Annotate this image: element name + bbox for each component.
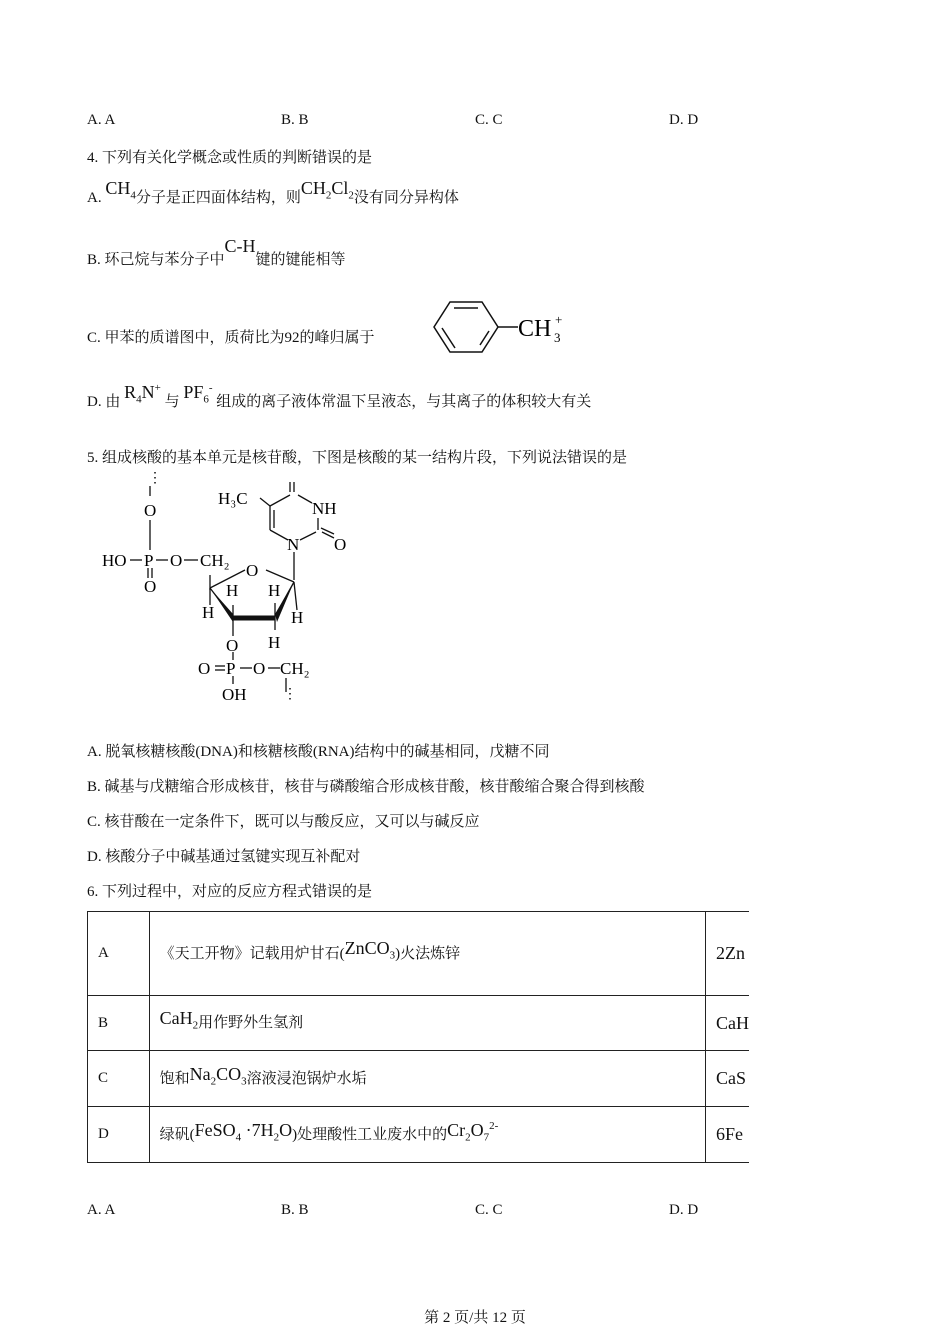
svg-text:O: O (246, 561, 259, 580)
formula-ch2cl2: $CH_2Cl_2$ (300, 178, 354, 202)
svg-text:O: O (198, 659, 211, 678)
q4-option-c[interactable] (87, 326, 375, 347)
svg-text:CH₂: CH₂ (280, 659, 310, 678)
svg-text:H: H (291, 608, 304, 627)
text: D. 由 (87, 394, 121, 410)
formula-pf6: $PF_6^-$ (183, 382, 213, 406)
formula-ch4: $CH_4$ (105, 178, 136, 202)
q6-table (87, 911, 749, 1163)
svg-text:P: P (144, 551, 154, 570)
formula-r4n: $R_4N^+$ (124, 382, 161, 406)
nucleotide-structure (90, 470, 370, 710)
row-equation: CaH (705, 996, 749, 1051)
svg-text:H: H (268, 581, 281, 600)
row-process: 绿矾(FeSO$_4$ $\cdot 7H_2O$)处理酸性工业废水中的$Cr_2O_7^{2-}$ (149, 1107, 705, 1163)
svg-text:O: O (253, 659, 266, 678)
q5-stem: 5. 组成核酸的基本单元是核苷酸，下图是核酸的某一结构片段，下列说法错误的是 (87, 450, 628, 466)
row-equation: 2Zn (705, 912, 749, 996)
q3-option-d[interactable]: D. D (669, 112, 699, 128)
svg-text:HO: HO (102, 551, 127, 570)
row-equation: CaS (705, 1051, 749, 1107)
table-row (88, 912, 750, 996)
row-label: C (88, 1051, 150, 1107)
row-process: 饱和$Na_2CO_3$溶液浸泡锅炉水垢 (149, 1051, 705, 1107)
svg-text:O: O (170, 551, 183, 570)
q6-option-d[interactable]: D. D (669, 1202, 699, 1218)
table-row (88, 1051, 750, 1107)
svg-text:NH: NH (312, 499, 337, 518)
svg-text:OH: OH (222, 685, 247, 704)
svg-text:+: + (555, 312, 563, 327)
table-row (88, 1107, 750, 1163)
svg-text:⋮: ⋮ (148, 471, 162, 486)
svg-text:CH₂: CH₂ (200, 551, 230, 570)
formula-ch: C-H (224, 236, 256, 256)
svg-text:H₃C: H₃C (218, 489, 248, 508)
q5-option-c[interactable]: C. 核苷酸在一定条件下，既可以与酸反应，又可以与碱反应 (87, 814, 480, 830)
label: A. (87, 190, 102, 206)
q6-stem: 6. 下列过程中，对应的反应方程式错误的是 (87, 884, 373, 900)
page-footer: 第 2 页/共 12 页 (424, 1310, 526, 1326)
q6-option-a[interactable]: A. A (87, 1202, 116, 1218)
ch3-label: CH (518, 316, 552, 342)
svg-text:H: H (226, 581, 239, 600)
q5-option-d[interactable]: D. 核酸分子中碱基通过氢键实现互补配对 (87, 849, 361, 865)
row-equation: 6Fe (705, 1107, 749, 1163)
q4-stem: 4. 下列有关化学概念或性质的判断错误的是 (87, 150, 373, 166)
svg-text:H: H (202, 603, 215, 622)
svg-text:⋮: ⋮ (283, 687, 297, 702)
svg-text:P: P (226, 659, 236, 678)
q6-option-b[interactable]: B. B (281, 1202, 309, 1218)
table-row (88, 996, 750, 1051)
svg-text:O: O (144, 577, 157, 596)
q5-option-a[interactable]: A. 脱氧核糖核酸(DNA)和核糖核酸(RNA)结构中的碱基相同，戊糖不同 (87, 744, 550, 760)
q3-option-b[interactable]: B. B (281, 112, 309, 128)
text: C. 甲苯的质谱图中，质荷比为92的峰归属于 (87, 330, 375, 346)
row-label: B (88, 996, 150, 1051)
text: 分子是正四面体结构，则 (135, 190, 301, 206)
q6-option-c[interactable]: C. C (475, 1202, 503, 1218)
text: 组成的离子液体常温下呈液态，与其离子的体积较大有关 (216, 394, 592, 410)
text: 键的键能相等 (255, 252, 346, 268)
row-label: A (88, 912, 150, 996)
svg-text:N: N (287, 535, 300, 554)
q4-option-d[interactable] (87, 382, 592, 414)
text: 与 (164, 394, 180, 410)
svg-text:H: H (268, 633, 281, 652)
row-label: D (88, 1107, 150, 1163)
q4-option-b[interactable] (87, 236, 346, 269)
text: 没有同分异构体 (353, 190, 459, 206)
q5-option-b[interactable]: B. 碱基与戊糖缩合形成核苷，核苷与磷酸缩合形成核苷酸，核苷酸缩合聚合得到核酸 (87, 779, 645, 795)
svg-text:O: O (334, 535, 347, 554)
benzyl-cation-structure (430, 300, 580, 356)
row-process: 《天工开物》记载用炉甘石(ZnCO$_3$)火法炼锌 (149, 912, 705, 996)
svg-text:3: 3 (554, 330, 561, 345)
row-process: CaH$_2$用作野外生氢剂 (149, 996, 705, 1051)
q3-option-c[interactable]: C. C (475, 112, 503, 128)
svg-text:O: O (226, 636, 239, 655)
q3-option-a[interactable]: A. A (87, 112, 116, 128)
svg-text:O: O (144, 501, 157, 520)
q4-option-a[interactable] (87, 178, 459, 210)
text: B. 环己烷与苯分子中 (87, 252, 225, 268)
